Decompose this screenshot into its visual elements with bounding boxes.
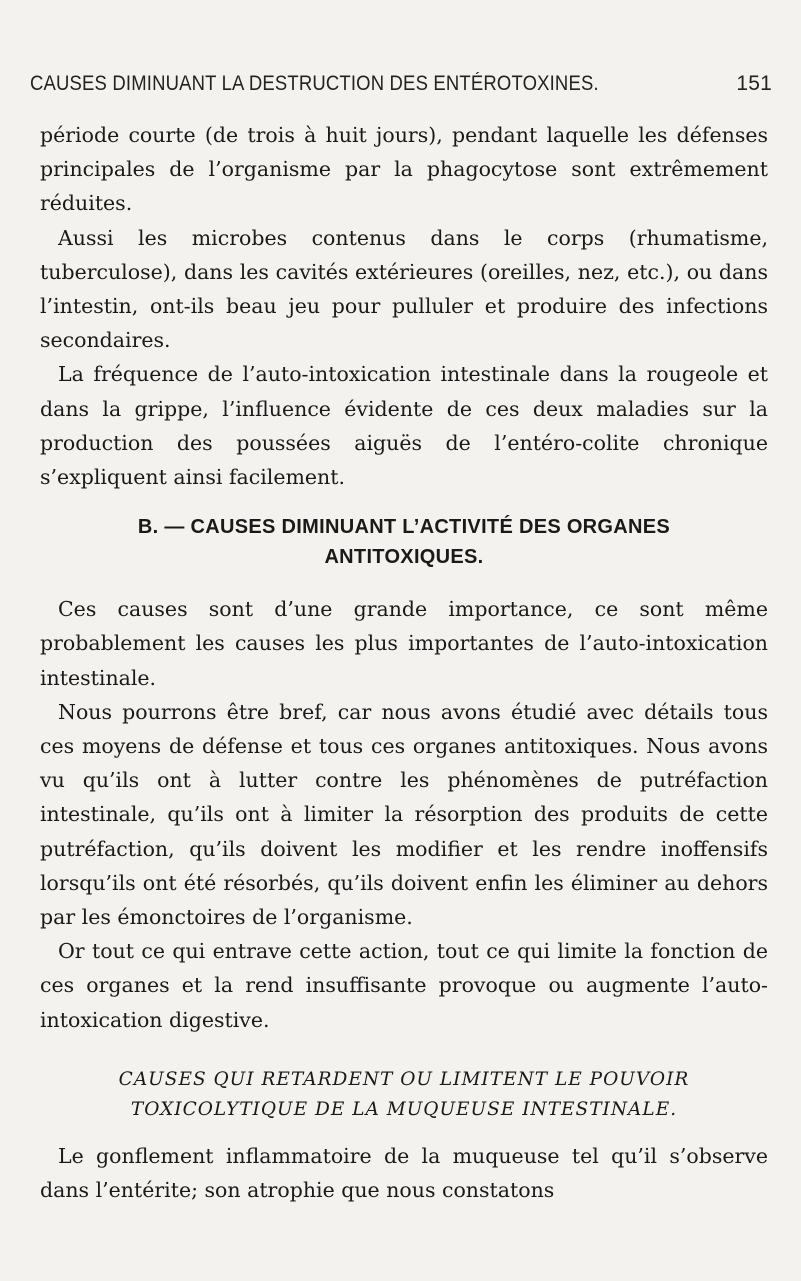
running-head bbox=[30, 72, 772, 106]
section-heading-line: ANTITOXIQUES. bbox=[324, 546, 484, 569]
paragraph: Ces causes sont d’une grande importance, ce sont même probablement les causes les plus importantes de l’auto-intoxication intestinale. bbox=[40, 597, 768, 690]
paragraph: Or tout ce qui entrave cette action, tout ce qui limite la fonction de ces organes et la rend insuffisante provoque ou augmente l’auto-intoxication digestive. bbox=[40, 939, 768, 1032]
running-head-title: CAUSES DIMINUANT LA DESTRUCTION DES ENTÉROTOXINES. bbox=[30, 72, 599, 95]
sub-heading-line: CAUSES QUI RETARDENT OU LIMITENT LE POUVOIR bbox=[118, 1068, 690, 1090]
page-number: 151 bbox=[736, 72, 772, 95]
body-text bbox=[40, 118, 768, 1207]
paragraph: période courte (de trois à huit jours), pendant laquelle les défenses principales de l’organisme par la phagocytose sont extrêmement réduites. bbox=[40, 123, 768, 216]
paragraph: Nous pourrons être bref, car nous avons étudié avec détails tous ces moyens de défense et tous ces organes antitoxiques. Nous avons vu qu’ils ont à lutter contre les phénomènes de putréfaction intestinale, qu’ils ont à limiter la résorption des produits de cette putréfaction, qu’ils doivent les modifier et les rendre inoffensifs lorsqu’ils ont été résorbés, qu’ils doivent enfin les éliminer au dehors par les émonctoires de l’organisme. bbox=[40, 699, 768, 930]
sub-heading bbox=[40, 1065, 768, 1125]
paragraph: La fréquence de l’auto-intoxication intestinale dans la rougeole et dans la grippe, l’influence évidente de ces deux maladies sur la production des poussées aiguës de l’entéro-colite chronique s’expliquent ainsi facilement. bbox=[40, 362, 768, 490]
sub-heading-line: TOXICOLYTIQUE DE LA MUQUEUSE INTESTINALE. bbox=[130, 1098, 678, 1120]
paragraph: Le gonflement inflammatoire de la muqueuse tel qu’il s’observe dans l’entérite; son atrophie que nous constatons bbox=[40, 1143, 768, 1203]
paragraph: Aussi les microbes contenus dans le corps (rhumatisme, tuberculose), dans les cavités extérieures (oreilles, nez, etc.), ou dans l’intestin, ont-ils beau jeu pour pulluler et produire des infections secondaires. bbox=[40, 225, 768, 353]
section-heading bbox=[40, 512, 768, 572]
section-heading-line: B. — CAUSES DIMINUANT L’ACTIVITÉ DES ORGANES bbox=[137, 516, 671, 539]
